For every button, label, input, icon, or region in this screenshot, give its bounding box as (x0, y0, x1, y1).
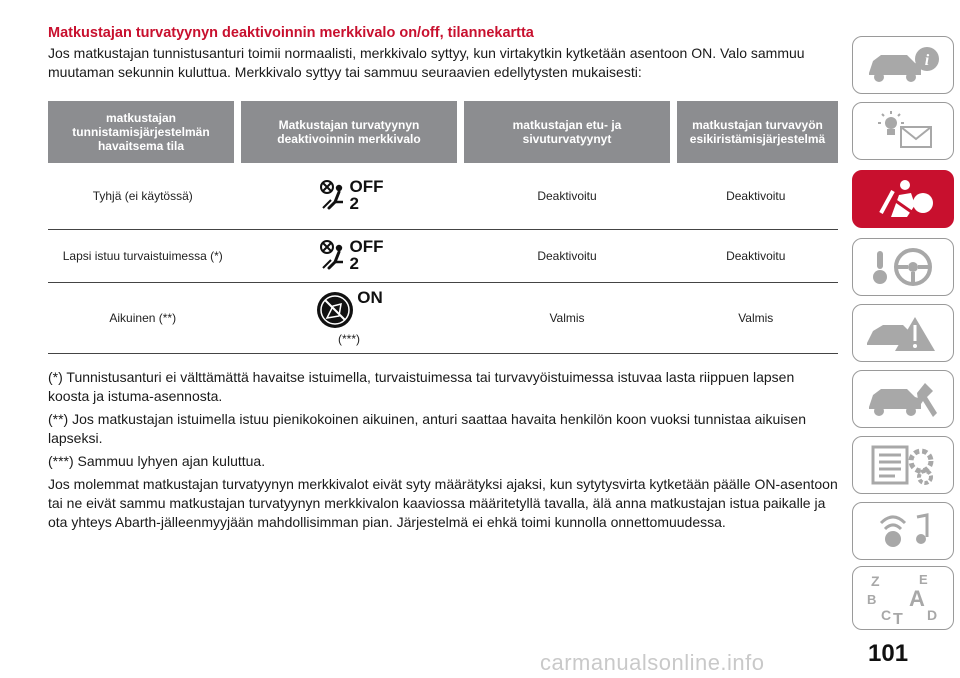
index-letter: C (881, 607, 892, 623)
airbag-off-icon (315, 178, 349, 212)
page-number: 101 (868, 640, 909, 667)
state-cell: Aikuinen (**) (48, 283, 238, 354)
state-cell: Tyhjä (ei käytössä) (48, 163, 238, 230)
index-letter: Z (871, 573, 880, 589)
indicator-note: (***) (337, 332, 360, 346)
pretensioner-cell: Deaktivoitu (674, 230, 839, 283)
intro-paragraph: Jos matkustajan tunnistusanturi toimii normaalisti, merkkivalo syttyy, kun virtakytkin kytketään asentoon ON. Valo sammuu muutaman sekunnin kuluttua. Merkkivalo syttyy tai sammuu seuraavien edellytysten mukaisesti: (48, 45, 805, 80)
notes-section (48, 368, 838, 536)
tab-emergency[interactable] (852, 304, 954, 362)
maintenance-icon (863, 377, 943, 421)
pretensioner-cell: Valmis (674, 283, 839, 354)
indicator-cell (238, 283, 461, 354)
steering-key-icon (863, 245, 943, 289)
pretensioner-cell: Deaktivoitu (674, 163, 839, 230)
index-letter: E (919, 572, 928, 587)
indicator-on-label: ON (357, 288, 383, 307)
col-header-pretensioner: matkustajan turvavyön esikiristämisjärjestelmä (674, 101, 839, 163)
index-icon (863, 570, 943, 626)
index-letter: D (927, 607, 938, 623)
tab-safety[interactable] (852, 170, 954, 228)
indicator-number: 2 (349, 193, 359, 213)
table-row (48, 230, 838, 283)
airbag-on-icon (315, 290, 355, 330)
index-letter: T (893, 611, 903, 626)
col-header-indicator: Matkustajan turvatyynyn deaktivoinnin merkkivalo (238, 101, 461, 163)
note-small-adult: (**) Jos matkustajan istuimella istuu pienikokoinen aikuinen, anturi saattaa havaita henkilön koon vuoksi tunnistaa aikuisen lapseksi. (48, 411, 806, 446)
indicator-table (48, 101, 838, 354)
warning-lights-icon (863, 109, 943, 153)
index-letter: B (867, 592, 877, 607)
airbag-seatbelt-icon (863, 177, 943, 221)
index-letter: A (909, 586, 925, 611)
table-row (48, 283, 838, 354)
tab-starting-driving[interactable] (852, 238, 954, 296)
tab-maintenance[interactable] (852, 370, 954, 428)
car-info-icon (863, 43, 943, 87)
front-airbag-cell: Deaktivoitu (461, 163, 674, 230)
state-cell: Lapsi istuu turvaistuimessa (*) (48, 230, 238, 283)
technical-data-icon (863, 443, 943, 487)
note-short-time: (***) Sammuu lyhyen ajan kuluttua. (48, 453, 266, 469)
warning-paragraph: Jos molemmat matkustajan turvatyynyn merkkivalot eivät syty määrätyksi ajaksi, kun sytytysvirta kytketään päälle ON-asentoon tai ne eivät sammu matkustajan turvatyynyn merkkivalon kaaviossa määritetyllä tavalla, älä anna matkustajan istua paikalle ja ota yhteys Abarth-jälleenmyyjään mahdollisimman pian. Järjestelmä ei ehkä toimi kunnolla onnettomuudessa. (48, 476, 838, 530)
watermark: carmanualsonline.info (540, 650, 765, 675)
front-airbag-cell: Deaktivoitu (461, 230, 674, 283)
note-child: (*) Tunnistusanturi ei välttämättä havaitse istuimella, turvaistuimessa tai turvavyöistuimessa istuvaa lasta riippuen lapsen koosta ja istuma-asennosta. (48, 369, 795, 404)
svg-text:i: i (924, 52, 930, 69)
indicator-off-label: OFF (349, 176, 384, 196)
chapter-tabs (852, 0, 960, 678)
indicator-number: 2 (349, 253, 359, 273)
tab-car-info[interactable] (852, 36, 954, 94)
front-airbag-cell: Valmis (461, 283, 674, 354)
tab-multimedia[interactable] (852, 502, 954, 560)
col-header-state: matkustajan tunnistamisjärjestelmän havaitsema tila (48, 101, 238, 163)
table-row (48, 163, 838, 230)
emergency-icon (863, 311, 943, 355)
indicator-off-label: OFF (349, 236, 384, 256)
section-heading: Matkustajan turvatyynyn deaktivoinnin merkkivalo on/off, tilannekartta (48, 25, 534, 41)
indicator-cell (238, 163, 461, 230)
col-header-front-airbags: matkustajan etu- ja sivuturvatyynyt (461, 101, 674, 163)
tab-index[interactable] (852, 566, 954, 630)
tab-warning-lights[interactable] (852, 102, 954, 160)
tab-technical-data[interactable] (852, 436, 954, 494)
multimedia-icon (863, 509, 943, 553)
indicator-cell (238, 230, 461, 283)
airbag-off-icon (315, 238, 349, 272)
